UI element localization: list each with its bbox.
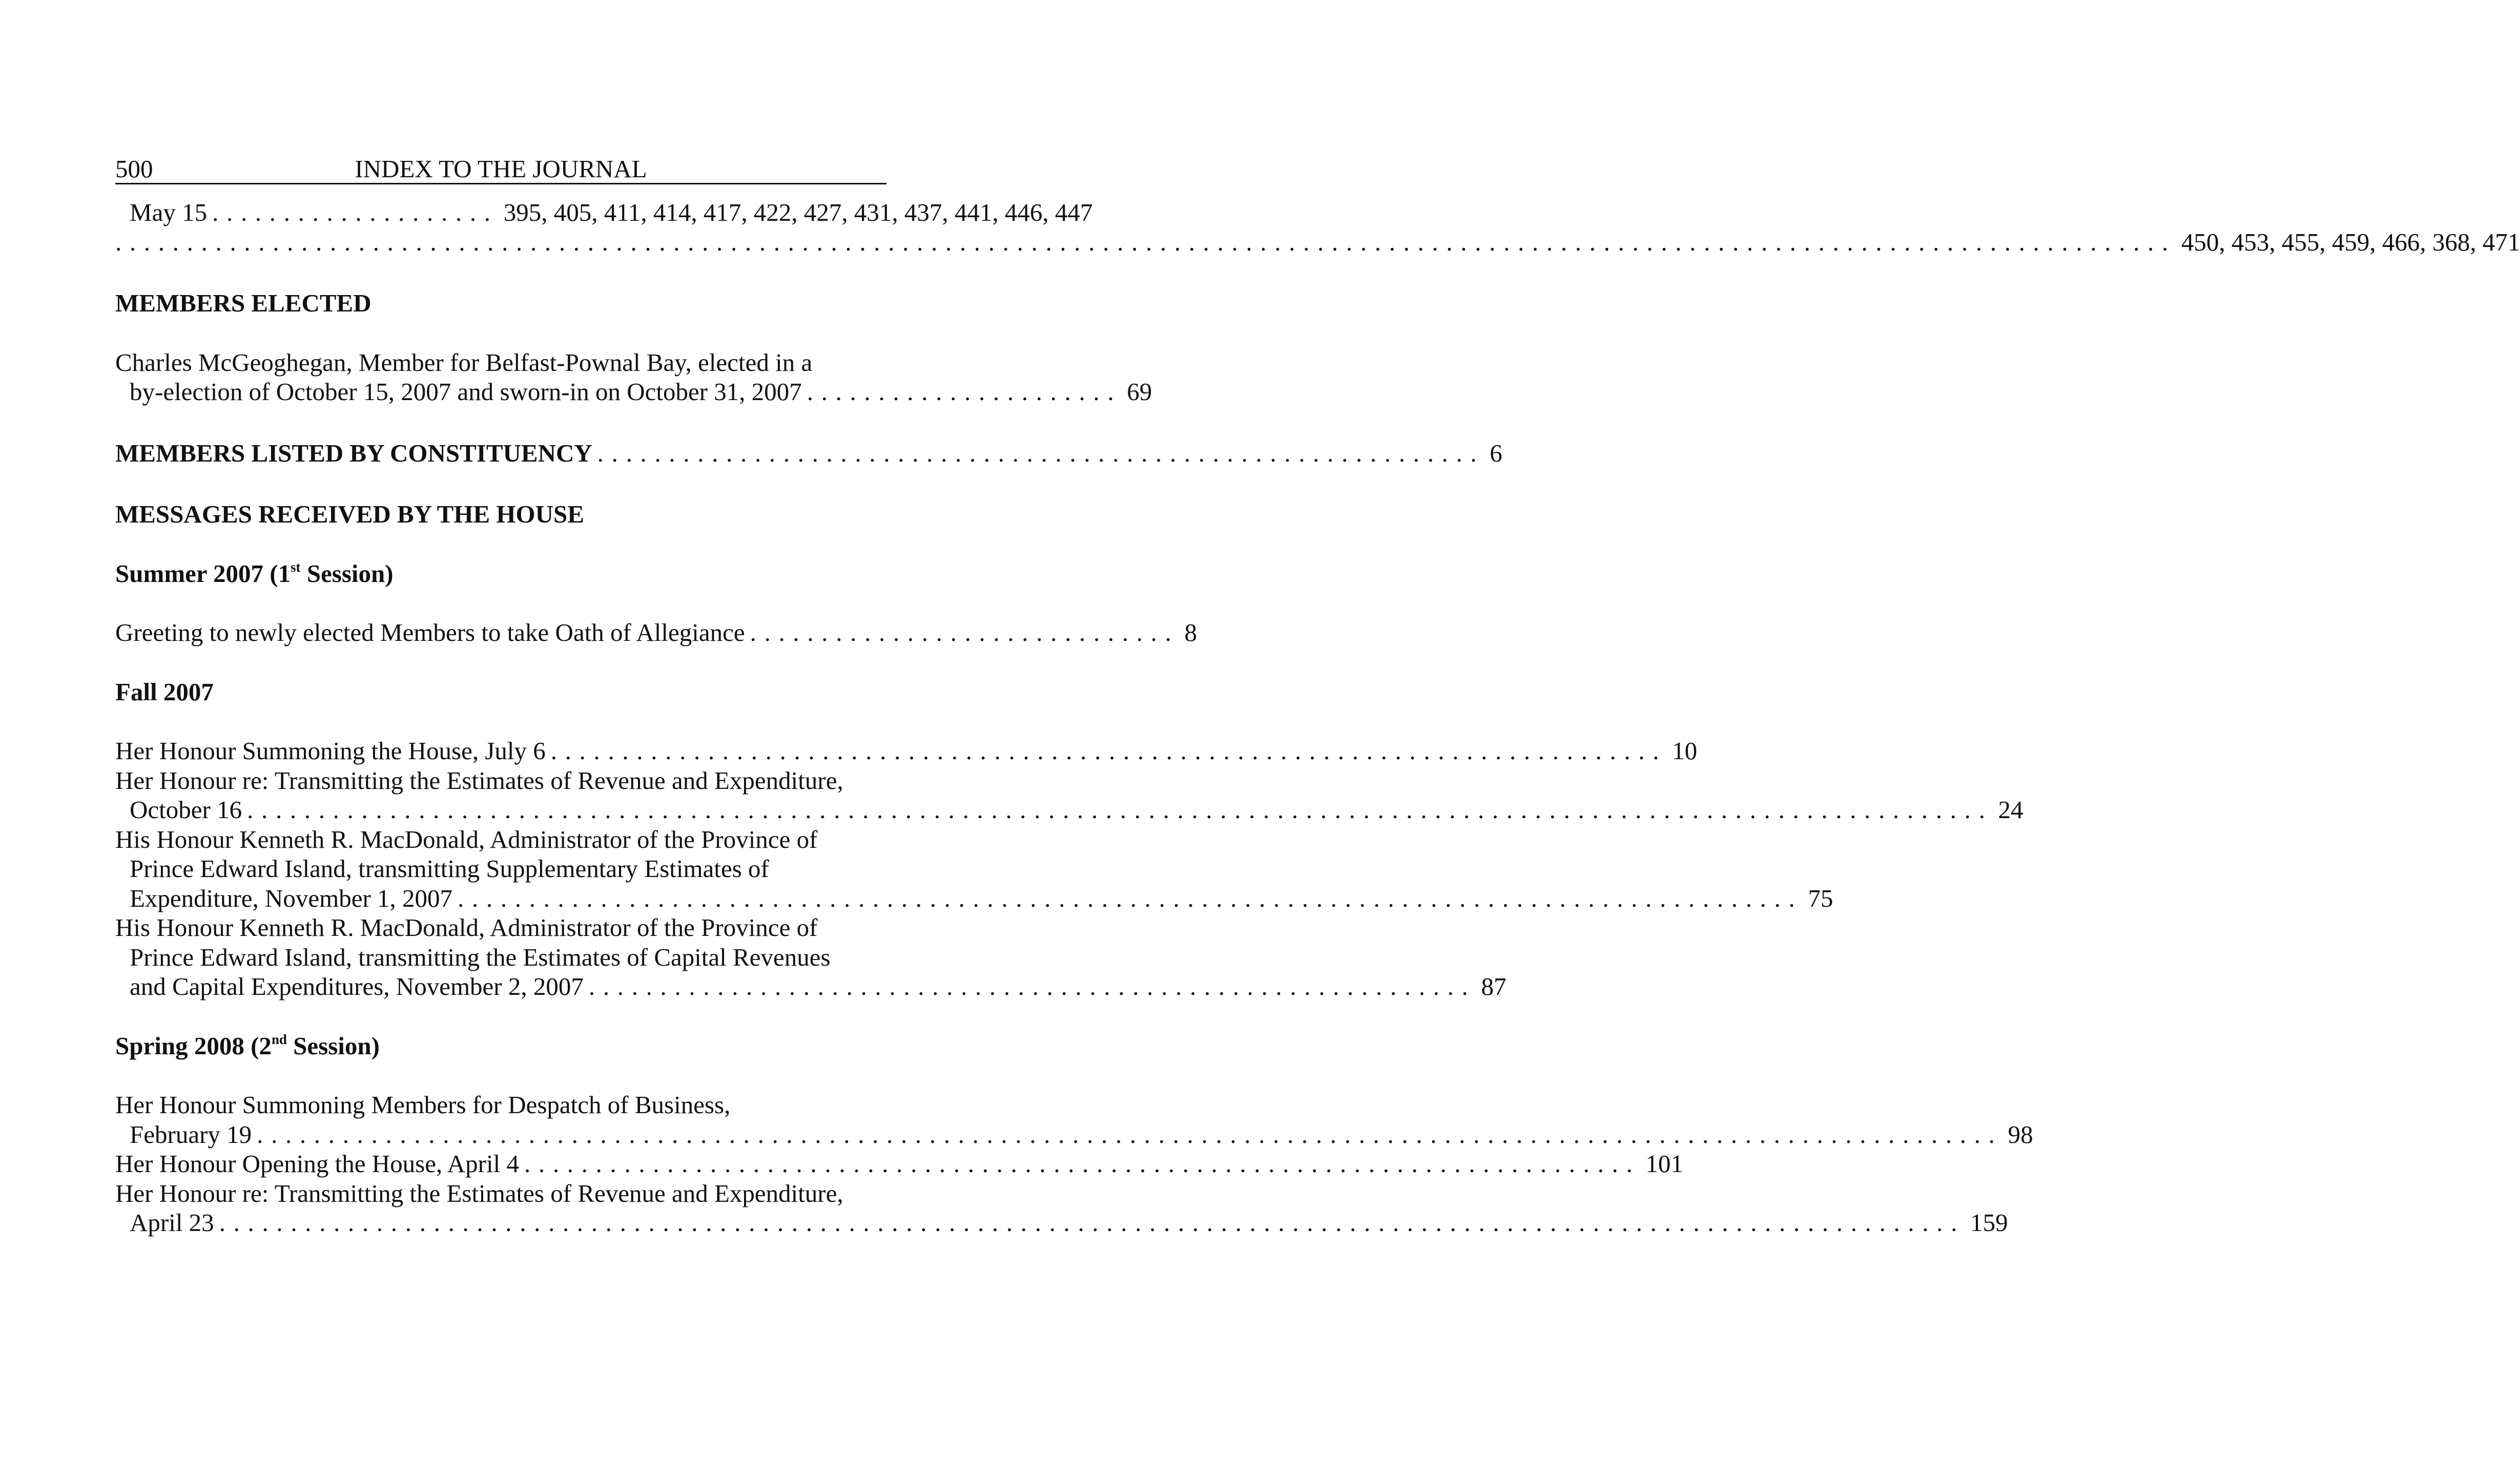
index-entry-line [115, 972, 1506, 1002]
index-entry-line [115, 795, 2023, 825]
dot-leader: .............................................................................................. [458, 884, 1803, 912]
index-entry-line [115, 884, 1833, 913]
journal-title: INDEX TO THE JOURNAL [355, 155, 647, 183]
entry-label: May 15 [130, 198, 208, 226]
index-entry-line: Her Honour re: Transmitting the Estimates of Revenue and Expenditure, [115, 766, 843, 795]
entry-page: 69 [1127, 378, 1152, 406]
dot-leader: .............................................................. [588, 972, 1476, 1000]
dot-leader: .................... [212, 198, 499, 226]
subsection-heading-fall-2007: Fall 2007 [115, 677, 214, 706]
dot-leader: ................................................................................................................................................ [115, 227, 2176, 256]
index-entry-line: Prince Edward Island, transmitting the Estimates of Capital Revenues [130, 943, 831, 971]
subsection-heading-spring-2008: Spring 2008 (2nd Session) [115, 1031, 380, 1060]
dot-leader: ...................... [807, 378, 1122, 406]
index-entry-line: Charles McGeoghegan, Member for Belfast-Pownal Bay, elected in a [115, 348, 813, 377]
page-number: 500 [115, 155, 153, 183]
index-entry-line [115, 736, 1698, 766]
section-heading-text: MEMBERS LISTED BY CONSTITUENCY [115, 439, 592, 467]
page-content [115, 155, 2520, 1238]
entry-text: by-election of October 15, 2007 and sworn-in on October 31, 2007 [130, 378, 802, 406]
entry-text: October 16 [130, 796, 242, 824]
entry-text: and Capital Expenditures, November 2, 2007 [130, 972, 584, 1000]
entry-page: 75 [1808, 884, 1833, 912]
dot-leader: .......................................................................................................................... [257, 1120, 2003, 1149]
section-heading-members-listed [115, 439, 1502, 468]
entry-text: April 23 [130, 1208, 214, 1237]
entry-text: Greeting to newly elected Members to take Oath of Allegiance [115, 618, 745, 646]
index-entry-line: Her Honour re: Transmitting the Estimates of Revenue and Expenditure, [115, 1179, 843, 1207]
entry-page: 6 [1490, 439, 1502, 467]
continued-entry-line-2 [115, 227, 2520, 257]
entry-text: Her Honour Summoning the House, July 6 [115, 737, 546, 765]
running-header [115, 156, 886, 184]
continued-entry-line-1 [115, 198, 1093, 227]
index-entry-line: Her Honour Summoning Members for Despatch of Business, [115, 1091, 731, 1119]
entry-page: 8 [1184, 618, 1197, 646]
subsection-heading-summer-2007: Summer 2007 (1st Session) [115, 559, 394, 588]
entry-page: 87 [1481, 972, 1506, 1000]
section-heading-messages: MESSAGES RECEIVED BY THE HOUSE [115, 500, 584, 528]
entry-page: 159 [1970, 1208, 2008, 1237]
dot-leader: .............................................................. [597, 439, 1485, 467]
dot-leader: .......................................................................................................................... [219, 1208, 1966, 1237]
entry-text: Expenditure, November 1, 2007 [130, 884, 453, 912]
entry-pages: 450, 453, 455, 459, 466, 368, 471 [2181, 227, 2520, 256]
entry-page: 98 [2008, 1120, 2033, 1149]
dot-leader: .............................................................................. [550, 737, 1667, 765]
entry-text: February 19 [130, 1120, 252, 1149]
entry-pages: 395, 405, 411, 414, 417, 422, 427, 431, 437, 441, 446, 447 [503, 198, 1093, 226]
section-heading-members-elected: MEMBERS ELECTED [115, 289, 371, 317]
entry-page: 24 [1998, 796, 2023, 824]
entry-text: Her Honour Opening the House, April 4 [115, 1150, 519, 1178]
entry-page: 101 [1645, 1150, 1683, 1178]
dot-leader: .............................................................................. [524, 1150, 1641, 1178]
index-entry-line [115, 377, 1152, 407]
entry-page: 10 [1672, 737, 1698, 765]
dot-leader: .......................................................................................................................... [247, 796, 1993, 824]
index-entry-line [115, 1208, 2008, 1238]
dot-leader: .............................. [750, 618, 1180, 646]
index-entry-line [115, 1149, 1683, 1179]
index-entry-line: His Honour Kenneth R. MacDonald, Administrator of the Province of [115, 825, 818, 853]
index-entry-line [115, 618, 1197, 648]
index-entry-line: His Honour Kenneth R. MacDonald, Administrator of the Province of [115, 913, 818, 942]
index-entry-line: Prince Edward Island, transmitting Supplementary Estimates of [130, 854, 769, 883]
index-entry-line [115, 1120, 2033, 1150]
